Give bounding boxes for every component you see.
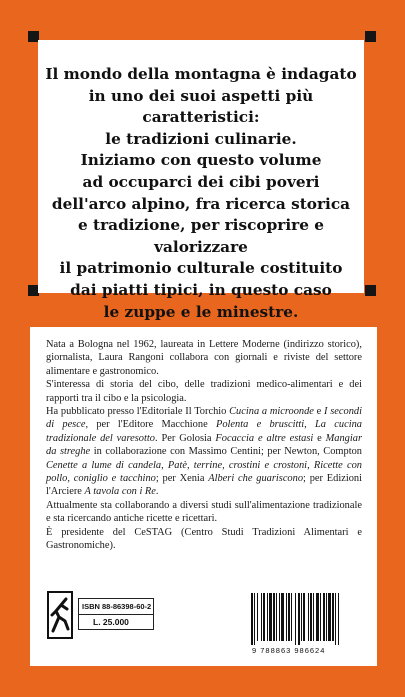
bio-text-run: , — [307, 459, 314, 471]
corner-square-icon — [365, 31, 376, 42]
isbn-label: ISBN 88-86398-60-2 — [79, 599, 153, 615]
book-title: Ricette con pollo, coniglio e tacchino — [46, 459, 362, 485]
bio-text-run: ; per Xenia — [155, 473, 209, 485]
book-title: Cenette a lume di candela — [46, 459, 162, 471]
book-title: Alberi che guariscono — [208, 473, 304, 485]
blurb-line: le zuppe e le minestre. — [103, 302, 299, 321]
price-label: L. 25.000 — [93, 617, 129, 627]
book-title: Cucina a microonde — [229, 406, 314, 418]
cover-footer — [30, 583, 377, 666]
blurb-line: Iniziamo con questo volume — [80, 151, 322, 170]
bio-text-run: ; per Edizioni l'Arciere — [46, 473, 363, 498]
blurb-text — [38, 40, 364, 323]
blurb-line: ad occuparci dei cibi poveri — [82, 172, 320, 191]
bio-paragraph: È presidente del CeSTAG (Centro Studi Tradizioni Alimentari e Gastronomiche). — [46, 526, 362, 552]
blurb-line: dell'arco alpino, fra ricerca storica — [51, 194, 351, 213]
bio-text-run: , — [304, 419, 316, 431]
author-bio-panel — [30, 327, 377, 666]
book-title: Mangiar da streghe — [46, 432, 363, 458]
blurb-panel — [38, 40, 364, 321]
bio-text-run: . — [155, 486, 159, 498]
book-title: La cucina tradizionale del varesotto — [46, 419, 362, 444]
author-bio — [46, 338, 362, 553]
barcode-number: 9 788863 986624 — [252, 646, 326, 655]
blurb-line: Il mondo della montagna è indagato — [45, 65, 357, 83]
blurb-line: e tradizione, per riscoprire e valorizzare — [77, 216, 325, 256]
bio-text-run: e — [313, 432, 326, 444]
isbn-price-box — [78, 598, 154, 630]
book-title: Focaccia e altre estasi — [215, 432, 314, 444]
blurb-line: dai piatti tipici, in questo caso — [70, 280, 332, 299]
blurb-line: le tradizioni culinarie. — [105, 129, 297, 148]
blurb-line: il patrimonio culturale costituito — [59, 259, 343, 278]
book-title: A tavola con i Re — [84, 486, 156, 498]
book-title: I secondi di pesce — [46, 406, 362, 431]
corner-square-icon — [365, 285, 376, 296]
bio-publications — [46, 405, 362, 499]
bio-text-run: , per l'Editore Macchione — [85, 419, 216, 431]
bio-paragraph: S'interessa di storia del cibo, delle tradizioni medico-alimentari e dei rapporti tra il cibo e la psicologia. — [46, 379, 362, 404]
bio-text-run: in collaborazione con Massimo Centini; per Newton, Compton — [90, 446, 362, 458]
bio-text-run: . Per Golosia — [154, 432, 216, 444]
bio-paragraph: Attualmente sta collaborando a diversi studi sull'alimentazione tradizionale e sta ricercando antiche ricette e ricettari. — [46, 499, 362, 525]
publisher-logo-icon — [47, 591, 73, 639]
bio-text-run: e — [313, 406, 325, 418]
bio-text-run: Ha pubblicato presso l'Editoriale Il Torchio — [46, 406, 230, 418]
book-title: Polenta e bruscitti — [215, 419, 305, 431]
bio-paragraph: Nata a Bologna nel 1962, laureata in Lettere Moderne (indirizzo storico), giornalista, Laura Rangoni collabora con giornali e riviste del settore alimentare e gastronomico. — [46, 339, 362, 377]
blurb-line: in uno dei suoi aspetti più caratteristici: — [88, 86, 314, 127]
bio-text-run: , — [161, 459, 168, 471]
book-title: Patè, terrine, crostini e crostoni — [167, 459, 308, 471]
barcode-icon — [249, 593, 367, 645]
